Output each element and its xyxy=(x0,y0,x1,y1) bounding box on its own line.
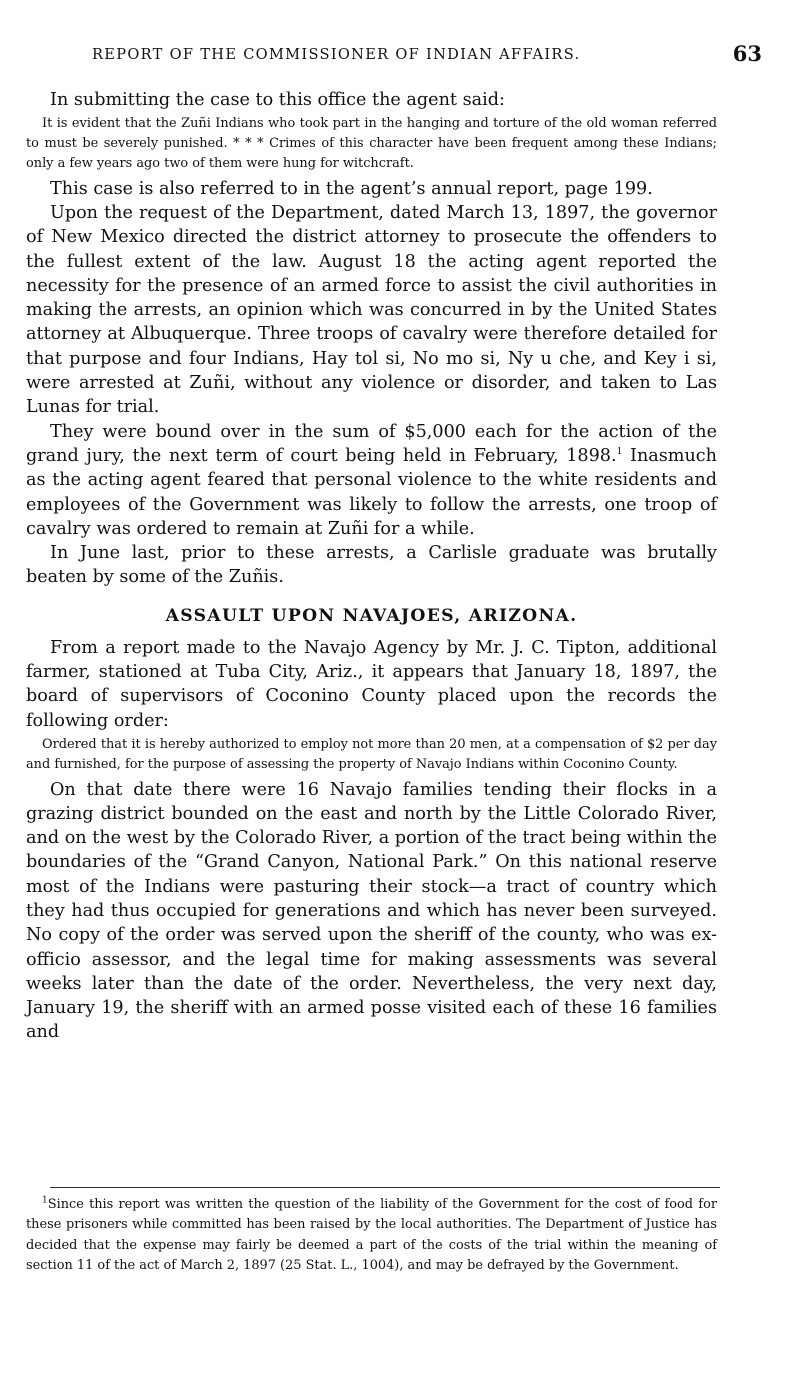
footnote xyxy=(26,1195,717,1277)
agent-quote: It is evident that the Zuñi Indians who took part in the hanging and torture of the old woman referred to must be severely punished. * * * Crimes of this character have been frequent among these Indians; only a few years ago two of them were hung for witchcraft. xyxy=(26,116,717,171)
footnote-paragraph xyxy=(26,1195,717,1277)
body-text xyxy=(26,88,717,1045)
bound-over-text-continued: Inasmuch as the acting agent feared that personal violence to the white residents and employees of the Government was likely to follow the arrests, one troop of cavalry was ordered to remain at Zuñi for a while. xyxy=(26,445,717,539)
county-order-quote: Ordered that it is hereby authorized to employ not more than 20 men, at a compensation of $2 per day and furnished, for the purpose of assessing the property of Navajo Indians within Coconino County. xyxy=(26,736,717,772)
page-header xyxy=(26,42,776,82)
running-title: REPORT OF THE COMMISSIONER OF INDIAN AFFAIRS. xyxy=(92,46,581,63)
footnote-body: Since this report was written the question of the liability of the Government for the cost of food for these prisoners while committed has been raised by the local authorities. The Department of Justice has decided that the expense may fairly be deemed a part of the costs of the trial within the meaning of section 11 of the act of March 2, 1897 (25 Stat. L., 1004), and may be defrayed by the Government. xyxy=(26,1197,717,1274)
department-request-paragraph: Upon the request of the Department, dated March 13, 1897, the governor of New Mexico directed the district attorney to prosecute the offenders to the fullest extent of the law. August 18 the acting agent reported the necessity for the presence of an armed force to assist the civil authorities in making the arrests, an opinion which was concurred in by the United States attorney at Albuquerque. Three troops of cavalry were therefore detailed for that purpose and four Indians, Hay tol si, No mo si, Ny u che, and Key i si, were arrested at Zuñi, without any violence or disorder, and taken to Las Lunas for trial. xyxy=(26,202,717,418)
page-number: 63 xyxy=(732,41,762,66)
footnote-reference: 1 xyxy=(616,447,623,458)
carlisle-paragraph: In June last, prior to these arrests, a Carlisle graduate was brutally beaten by some of the Zuñis. xyxy=(26,543,717,588)
intro-paragraph: In submitting the case to this office the agent said: xyxy=(50,90,505,110)
bound-over-paragraph xyxy=(26,420,717,541)
tipton-report-paragraph: From a report made to the Navajo Agency by Mr. J. C. Tipton, additional farmer, stationed at Tuba City, Ariz., it appears that January 18, 1897, the board of supervisors of Coconino County placed upon the records the following order: xyxy=(26,637,717,731)
navajo-families-paragraph: On that date there were 16 Navajo families tending their flocks in a grazing district bounded on the east and north by the Little Colorado River, and on the west by the Colorado River, a portion of the tract being within the boundaries of the “Grand Canyon, National Park.” On this national reserve most of the Indians were pasturing their stock—a tract of country which they had thus occupied for generations and which has never been surveyed. No copy of the order was served upon the sheriff of the county, who was ex-officio assessor, and the legal time for making assessments was several weeks later than the date of the order. Nevertheless, the very next day, January 19, the sheriff with an armed posse visited each of these 16 families and xyxy=(26,779,717,1043)
footnote-mark: 1 xyxy=(42,1195,48,1206)
section-heading: ASSAULT UPON NAVAJOES, ARIZONA. xyxy=(165,605,578,626)
bound-over-text: They were bound over in the sum of $5,000 each for the action of the grand jury, the next term of court being held in February, 1898. xyxy=(26,421,717,466)
footnote-divider xyxy=(50,1187,720,1188)
annual-report-paragraph: This case is also referred to in the agent’s annual report, page 199. xyxy=(50,178,653,199)
